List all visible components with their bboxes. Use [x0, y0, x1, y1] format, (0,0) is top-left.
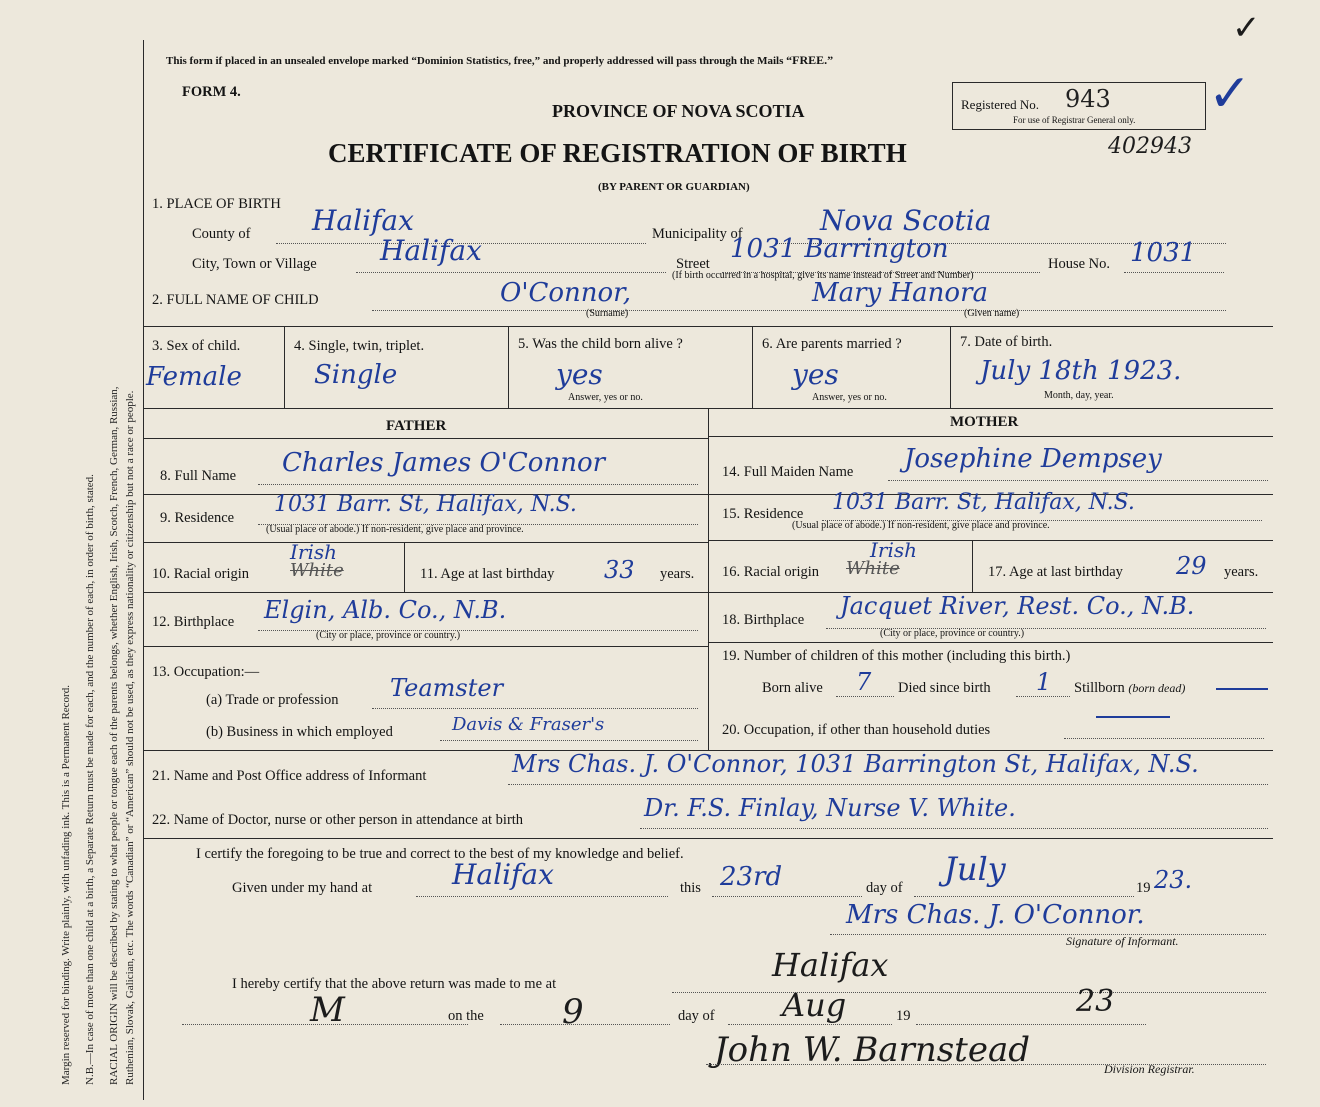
stamp-number: 402943: [1108, 134, 1192, 159]
city-label: City, Town or Village: [192, 256, 317, 272]
province-heading: PROVINCE OF NOVA SCOTIA: [552, 101, 805, 121]
mother-age-label: 17. Age at last birthday: [988, 564, 1123, 580]
father-residence: 1031 Barr. St, Halifax, N.S.: [274, 492, 577, 517]
certification-month: July: [944, 850, 1006, 888]
died-label: Died since birth: [898, 680, 991, 696]
city-value: Halifax: [380, 234, 482, 267]
certification-statement: I certify the foregoing to be true and correct to the best of my knowledge and belief.: [196, 846, 684, 862]
registrar-statement: I hereby certify that the above return was made to me at: [232, 976, 557, 992]
father-heading: FATHER: [386, 418, 447, 434]
father-age: 33: [604, 556, 635, 584]
doctor-label: 22. Name of Doctor, nurse or other person in attendance at birth: [152, 812, 524, 828]
certification-year-prefix: 19: [1136, 880, 1151, 896]
father-racial-label: 10. Racial origin: [152, 566, 250, 582]
mother-name: Josephine Dempsey: [904, 444, 1162, 474]
father-racial-value: Irish: [290, 540, 338, 564]
dob-label: 7. Date of birth.: [960, 334, 1053, 350]
given-under-hand-label: Given under my hand at: [232, 880, 373, 896]
born-alive-label: 5. Was the child born alive ?: [518, 336, 683, 352]
married-label: 6. Are parents married ?: [762, 336, 902, 352]
plurality-label: 4. Single, twin, triplet.: [294, 338, 425, 354]
trade-label: (a) Trade or profession: [206, 692, 339, 708]
mother-occupation-dash: [1096, 716, 1170, 718]
father-name: Charles James O'Connor: [282, 448, 606, 478]
sex-value: Female: [146, 362, 242, 392]
mother-birthplace: Jacquet River, Rest. Co., N.B.: [840, 592, 1195, 620]
registrar-signature: John W. Barnstead: [714, 1030, 1030, 1070]
place-of-birth-heading: 1. PLACE OF BIRTH: [152, 196, 281, 212]
mother-age: 29: [1176, 552, 1207, 580]
house-value: 1031: [1130, 238, 1197, 268]
margin-line: [143, 40, 144, 1100]
informant-signature-label: Signature of Informant.: [1066, 934, 1179, 948]
business-value: Davis & Fraser's: [452, 714, 605, 735]
mother-city-note: (City or place, province or country.): [880, 628, 1025, 639]
registered-box: [952, 82, 1206, 130]
stillborn-label: Stillborn (born dead): [1074, 680, 1186, 696]
municipality-label: Municipality of: [652, 226, 743, 242]
sex-label: 3. Sex of child.: [152, 338, 241, 354]
certification-year: 23.: [1154, 866, 1193, 894]
mother-racial-label: 16. Racial origin: [722, 564, 820, 580]
dob-caption: Month, day, year.: [1044, 390, 1114, 401]
registrar-month: Aug: [782, 986, 847, 1024]
surname-caption: (Surname): [586, 308, 629, 319]
father-age-label: 11. Age at last birthday: [420, 566, 555, 582]
father-birthplace: Elgin, Alb. Co., N.B.: [264, 596, 507, 624]
registrar-place: Halifax: [772, 946, 889, 984]
father-abode-note: (Usual place of abode.) If non-resident, give place and province.: [266, 524, 524, 535]
margin-note-binding: Margin reserved for binding. Write plainly, with unfading ink. This is a Permanent Record.: [60, 685, 72, 1085]
registrar-day-of-label: day of: [678, 1008, 715, 1024]
mother-occupation-label: 20. Occupation, if other than household duties: [722, 722, 991, 738]
registrar-mark: M: [310, 990, 345, 1030]
margin-note-racial-origin: RACIAL ORIGIN will be described by stating to what people or tongue each of the parents belongs, whether English, Irish, Scotch, French, German, Russian,: [108, 386, 120, 1085]
certification-place: Halifax: [452, 858, 554, 891]
registrar-day: 9: [562, 992, 584, 1032]
certificate-title: CERTIFICATE OF REGISTRATION OF BIRTH: [328, 138, 907, 168]
street-label: Street: [676, 256, 710, 272]
registered-value: 943: [1065, 85, 1111, 113]
married-caption: Answer, yes or no.: [812, 392, 887, 403]
registrar-year-prefix: 19: [896, 1008, 911, 1024]
mother-birthplace-label: 18. Birthplace: [722, 612, 805, 628]
registered-label: Registered No.: [961, 97, 1039, 112]
mother-abode-note: (Usual place of abode.) If non-resident, give place and province.: [792, 520, 1050, 531]
registrar-on-label: on the: [448, 1008, 484, 1024]
street-value: 1031 Barrington: [730, 234, 949, 264]
born-alive-caption: Answer, yes or no.: [568, 392, 643, 403]
stillborn-dash: [1216, 688, 1268, 690]
business-label: (b) Business in which employed: [206, 724, 393, 740]
occupation-label: 13. Occupation:—: [152, 664, 260, 680]
father-residence-label: 9. Residence: [160, 510, 235, 526]
informant-value: Mrs Chas. J. O'Connor, 1031 Barrington St, Halifax, N.S.: [512, 750, 1199, 778]
father-city-note: (City or place, province or country.): [316, 630, 461, 641]
form-number: FORM 4.: [182, 84, 241, 100]
registrar-only-note: For use of Registrar General only.: [1013, 115, 1136, 125]
mother-name-label: 14. Full Maiden Name: [722, 464, 854, 480]
child-surname: O'Connor,: [500, 278, 631, 308]
mail-notice: This form if placed in an unsealed envelope marked “Dominion Statistics, free,” and properly addressed will pass through the Mails “FREE.”: [166, 53, 834, 67]
mother-residence: 1031 Barr. St, Halifax, N.S.: [832, 490, 1135, 515]
mother-residence-label: 15. Residence: [722, 506, 804, 522]
father-years-label: years.: [660, 566, 695, 582]
born-alive-value: yes: [556, 358, 603, 391]
father-birthplace-label: 12. Birthplace: [152, 614, 235, 630]
mother-heading: MOTHER: [950, 414, 1019, 430]
informant-signature: Mrs Chas. J. O'Connor.: [846, 900, 1145, 930]
certification-this-label: this: [680, 880, 701, 896]
child-name-label: 2. FULL NAME OF CHILD: [152, 292, 319, 308]
father-racial-struck: White: [290, 560, 344, 581]
mother-years-label: years.: [1224, 564, 1259, 580]
check-mark-icon: ✓: [1232, 8, 1261, 48]
county-label: County of: [192, 226, 251, 242]
plurality-value: Single: [314, 360, 398, 390]
margin-note-racial-origin-cont: Ruthenian, Slovak, Galician, etc. The words “Canadian” or “American” should not be used, as they express nationality or citizenship but not a race or people.: [124, 390, 136, 1085]
margin-note-multiple-births: N.B.—In case of more than one child at a birth, a Separate Return must be made for each, and the number of each, in order of birth, stated.: [84, 474, 96, 1085]
dob-value: July 18th 1923.: [980, 356, 1182, 386]
given-name-caption: (Given name): [964, 308, 1020, 319]
certification-day: 23rd: [720, 862, 783, 892]
informant-label: 21. Name and Post Office address of Informant: [152, 768, 427, 784]
father-name-label: 8. Full Name: [160, 468, 237, 484]
county-value: Halifax: [312, 204, 414, 237]
children-count-label: 19. Number of children of this mother (including this birth.): [722, 648, 1071, 664]
registrar-check-icon: ✓: [1208, 64, 1252, 124]
house-label: House No.: [1048, 256, 1111, 272]
certificate-subtitle: (BY PARENT OR GUARDIAN): [598, 181, 750, 193]
registrar-signature-label: Division Registrar.: [1104, 1062, 1195, 1076]
died-count: 1: [1036, 668, 1052, 696]
stillborn-note: (born dead): [1128, 681, 1186, 695]
married-value: yes: [792, 358, 839, 391]
registrar-year: 23: [1076, 984, 1115, 1019]
mother-racial-value: Irish: [870, 538, 918, 562]
mother-racial-struck: White: [846, 558, 900, 579]
trade-value: Teamster: [390, 674, 504, 702]
born-alive-count: 7: [856, 668, 872, 696]
certification-day-of-label: day of: [866, 880, 903, 896]
child-given-name: Mary Hanora: [812, 278, 989, 308]
doctor-value: Dr. F.S. Finlay, Nurse V. White.: [644, 794, 1016, 822]
hospital-note: (If birth occurred in a hospital, give its name instead of Street and Number): [672, 270, 974, 281]
municipality-value: Nova Scotia: [820, 204, 992, 237]
born-alive-count-label: Born alive: [762, 680, 823, 696]
